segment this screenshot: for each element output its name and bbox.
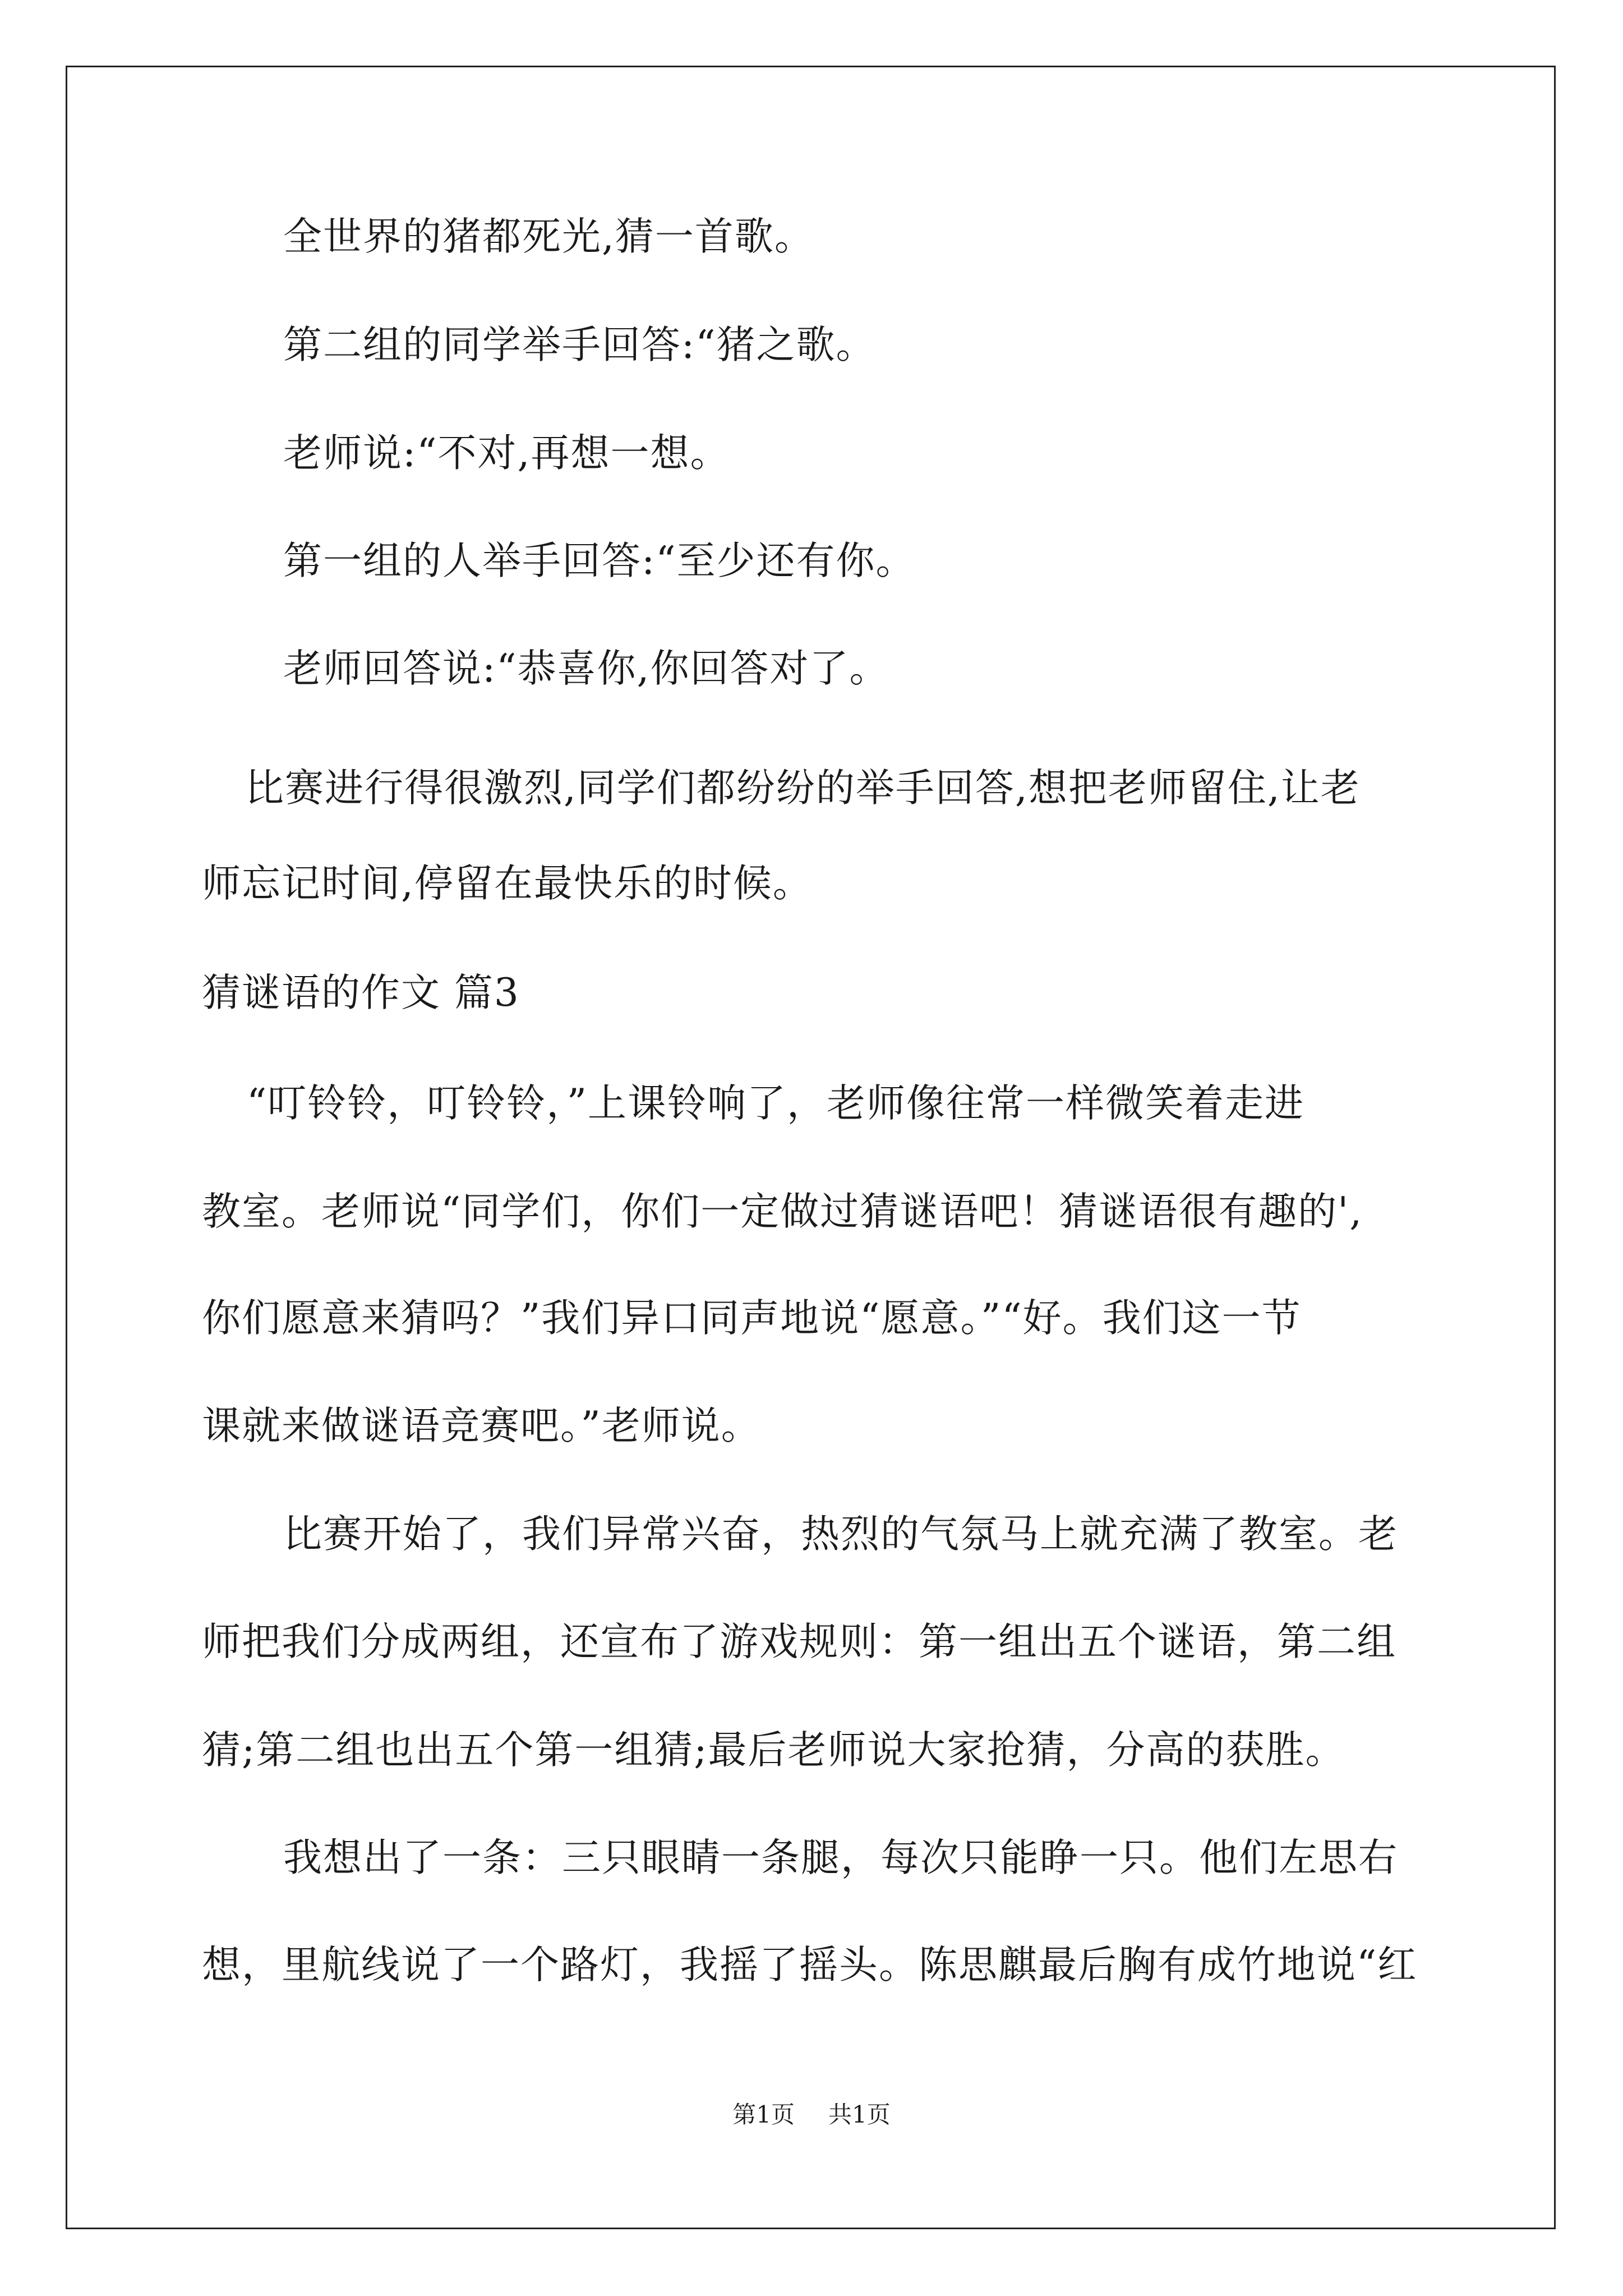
text-line: 我想出了一条：三只眼睛一条腿，每次只能睁一只。他们左思右	[283, 1835, 1398, 1880]
text-line: 比赛进行得很激烈,同学们都纷纷的举手回答,想把老师留住,让老	[245, 766, 1361, 811]
text-line: 第一组的人举手回答:“至少还有你。	[283, 539, 916, 583]
page-border	[66, 66, 1556, 2229]
text-line: 老师回答说:“恭喜你,你回答对了。	[283, 646, 889, 691]
text-line: 课就来做谜语竞赛吧。”老师说。	[202, 1404, 761, 1448]
text-line: 师忘记时间,停留在最快乐的时候。	[202, 861, 813, 906]
page-footer	[0, 2101, 1623, 2129]
text-line: 第二组的同学举手回答:“猪之歌。	[283, 323, 876, 367]
text-line: 想，里航线说了一个路灯，我摇了摇头。陈思麒最后胸有成竹地说“红	[202, 1943, 1418, 1987]
page-total: 共1页	[828, 2101, 891, 2128]
text-line: 全世界的猪都死光,猜一首歌。	[283, 214, 814, 259]
text-line: 教室。老师说“同学们，你们一定做过猜谜语吧！猜谜语很有趣的',	[202, 1189, 1363, 1234]
text-line: 比赛开始了，我们异常兴奋，热烈的气氛马上就充满了教室。老	[283, 1512, 1398, 1557]
text-line: 猜;第二组也出五个第一组猜;最后老师说大家抢猜，分高的获胜。	[202, 1728, 1345, 1773]
section-heading: 猜谜语的作文 篇3	[202, 970, 520, 1015]
text-line: 你们愿意来猜吗？”我们异口同声地说“愿意。”“好。我们这一节	[202, 1296, 1302, 1341]
text-line: 老师说:“不对,再想一想。	[283, 431, 730, 476]
text-line: “叮铃铃，叮铃铃，”上课铃响了，老师像往常一样微笑着走进	[247, 1081, 1305, 1126]
page-number: 第1页	[732, 2101, 795, 2128]
text-line: 师把我们分成两组，还宣布了游戏规则：第一组出五个谜语，第二组	[202, 1619, 1396, 1664]
